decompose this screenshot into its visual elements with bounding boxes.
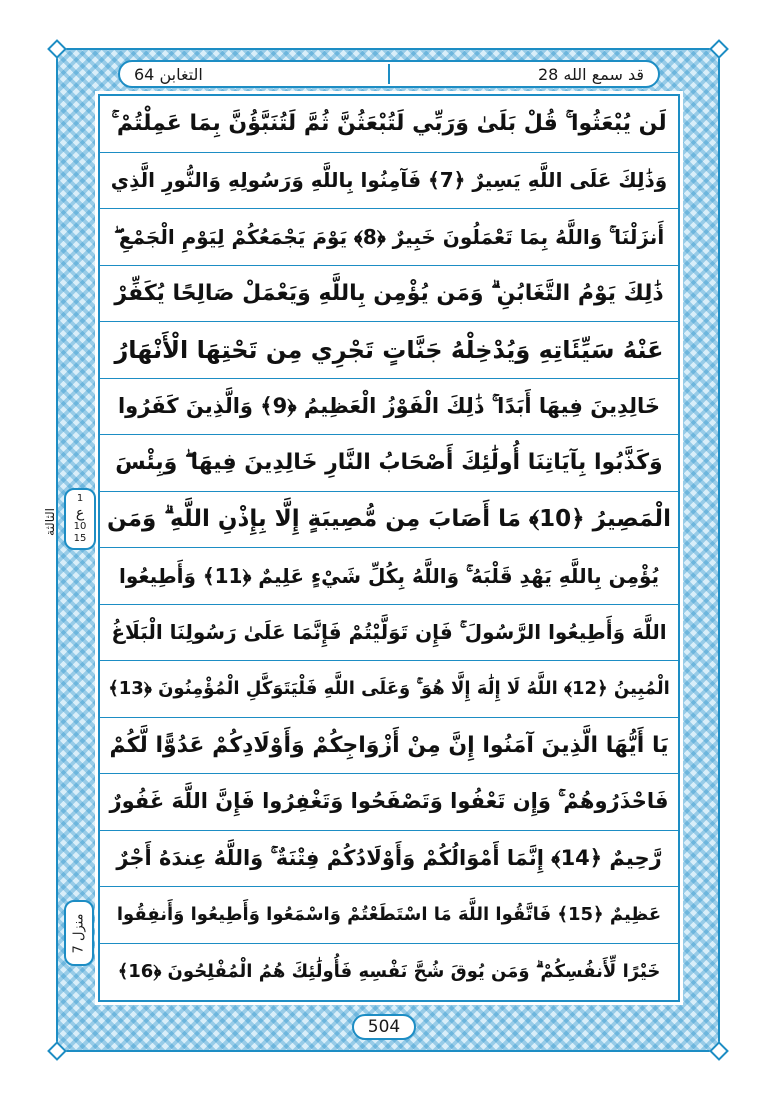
section-marker-label: الثالثة <box>43 508 58 536</box>
verse-line-text: رَّحِيمٌ ﴿14﴾ إِنَّمَا أَمْوَالُكُمْ وَأَوْلَادُكُمْ فِتْنَةٌ ۚ وَاللَّهُ عِندَهُ أَجْرٌ <box>116 845 662 870</box>
verse-line-text: خَالِدِينَ فِيهَا أَبَدًا ۚ ذَٰلِكَ الْفَوْزُ الْعَظِيمُ ﴿9﴾ وَالَّذِينَ كَفَرُوا <box>117 393 661 418</box>
verse-line-text: لَن يُبْعَثُوا ۚ قُلْ بَلَىٰ وَرَبِّي لَتُبْعَثُنَّ ثُمَّ لَتُنَبَّؤُنَّ بِمَا عَمِلْتُمْ ۚ <box>111 111 667 137</box>
verse-line-text: يُؤْمِن بِاللَّهِ يَهْدِ قَلْبَهُ ۚ وَاللَّهُ بِكُلِّ شَيْءٍ عَلِيمٌ ﴿11﴾ وَأَطِيعُوا <box>118 563 660 588</box>
verse-line <box>100 887 678 944</box>
verse-line-text: الْمَصِيرُ ﴿10﴾ مَا أَصَابَ مِن مُّصِيبَةٍ إِلَّا بِإِذْنِ اللَّهِ ۗ وَمَن <box>107 506 671 533</box>
verse-line <box>100 153 678 210</box>
verse-line <box>100 718 678 775</box>
rukoo-marker <box>64 488 96 550</box>
verse-line-text: اللَّهَ وَأَطِيعُوا الرَّسُولَ ۚ فَإِن تَوَلَّيْتُمْ فَإِنَّمَا عَلَىٰ رَسُولِنَا الْبَلَاغُ <box>111 620 667 645</box>
verse-lines <box>100 96 678 1000</box>
verse-line-text: وَكَذَّبُوا بِآيَاتِنَا أُولَٰئِكَ أَصْحَابُ النَّارِ خَالِدِينَ فِيهَا ۖ وَبِئْسَ <box>115 450 663 476</box>
verse-line <box>100 944 678 1001</box>
rukoo-sign: ع <box>75 505 85 521</box>
rukoo-verse-count: 10 <box>73 521 87 532</box>
verse-line <box>100 548 678 605</box>
verse-line <box>100 435 678 492</box>
verse-line-text: يَا أَيُّهَا الَّذِينَ آمَنُوا إِنَّ مِنْ أَزْوَاجِكُمْ وَأَوْلَادِكُمْ عَدُوًّا لَّكُمْ <box>109 732 669 758</box>
verse-line <box>100 661 678 718</box>
verse-line <box>100 605 678 662</box>
verse-line <box>100 266 678 323</box>
verse-line <box>100 96 678 153</box>
page-header <box>118 60 660 88</box>
page-number-badge <box>352 1014 416 1040</box>
verse-line <box>100 831 678 888</box>
verse-line-text: الْمُبِينُ ﴿12﴾ اللَّهُ لَا إِلَٰهَ إِلَّا هُوَ ۚ وَعَلَى اللَّهِ فَلْيَتَوَكَّلِ الْمُؤْمِنُونَ ﴿13﴾ <box>108 678 670 700</box>
verse-line-text: ذَٰلِكَ يَوْمُ التَّغَابُنِ ۗ وَمَن يُؤْمِن بِاللَّهِ وَيَعْمَلْ صَالِحًا يُكَفِّرْ <box>114 280 664 306</box>
verse-line <box>100 492 678 549</box>
verse-line <box>100 379 678 436</box>
verse-line-text: عَنْهُ سَيِّئَاتِهِ وَيُدْخِلْهُ جَنَّاتٍ تَجْرِي مِن تَحْتِهَا الْأَنْهَارُ <box>114 335 664 364</box>
verse-line-text: أَنزَلْنَا ۚ وَاللَّهُ بِمَا تَعْمَلُونَ خَبِيرٌ ﴿8﴾ يَوْمَ يَجْمَعُكُمْ لِيَوْمِ الْجَمْعِ ۖ <box>113 224 665 249</box>
verse-line-text: وَذَٰلِكَ عَلَى اللَّهِ يَسِيرٌ ﴿7﴾ فَآمِنُوا بِاللَّهِ وَرَسُولِهِ وَالنُّورِ الَّذِي <box>110 168 668 193</box>
verse-line-text: خَيْرًا لِّأَنفُسِكُمْ ۗ وَمَن يُوقَ شُحَّ نَفْسِهِ فَأُولَٰئِكَ هُمُ الْمُفْلِحُونَ ﴿16﴾ <box>117 961 661 983</box>
verse-line <box>100 774 678 831</box>
verse-line <box>100 209 678 266</box>
rukoo-number: 1 <box>76 493 84 504</box>
header-divider <box>388 64 390 84</box>
juz-title: قد سمع الله 28 <box>537 64 644 84</box>
page-number: 504 <box>367 1017 401 1037</box>
surah-title: التغابن 64 <box>134 64 203 84</box>
manzil-marker: منزل 7 <box>64 900 94 966</box>
verse-line-text: فَاحْذَرُوهُمْ ۚ وَإِن تَعْفُوا وَتَصْفَحُوا وَتَغْفِرُوا فَإِنَّ اللَّهَ غَفُورٌ <box>109 789 669 814</box>
verse-line <box>100 322 678 379</box>
rukoo-total: 15 <box>73 533 87 544</box>
verse-line-text: عَظِيمٌ ﴿15﴾ فَاتَّقُوا اللَّهَ مَا اسْتَطَعْتُمْ وَاسْمَعُوا وَأَطِيعُوا وَأَنفِقُوا <box>116 904 662 926</box>
